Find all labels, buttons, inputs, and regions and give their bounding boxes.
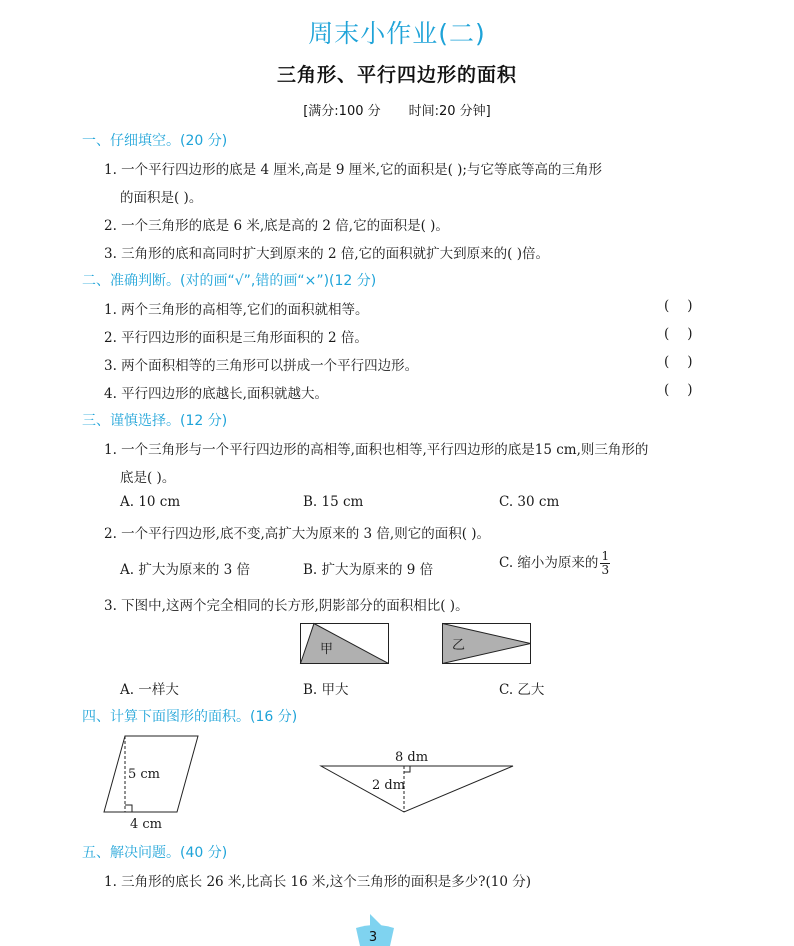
- right-angle-mark: [125, 805, 132, 812]
- section-1-heading: 一、仔细填空。(20 分): [82, 133, 228, 149]
- s2-item-4: 4. 平行四边形的底越长,面积就越大。: [104, 386, 328, 402]
- section-3-heading: 三、谨慎选择。(12 分): [82, 413, 228, 429]
- parallelogram-base-label: 4 cm: [130, 817, 163, 832]
- s3-q3-option-a[interactable]: A. 一样大: [120, 682, 179, 698]
- s3-q3-option-c[interactable]: C. 乙大: [499, 682, 545, 698]
- worksheet-title: 周末小作业(二): [308, 19, 486, 48]
- page-number: 3: [368, 930, 378, 945]
- full-score: [满分:100 分: [303, 104, 381, 119]
- s1-q2: 2. 一个三角形的底是 6 米,底是高的 2 倍,它的面积是( )。: [104, 218, 449, 234]
- label-jia: 甲: [320, 642, 334, 657]
- s2-item-3: 3. 两个面积相等的三角形可以拼成一个平行四边形。: [104, 358, 419, 374]
- s2-answer-paren-4[interactable]: (): [664, 382, 711, 398]
- rectangle-figure-jia: [300, 623, 390, 665]
- triangle-figure: [318, 748, 518, 818]
- s2-answer-paren-2[interactable]: (): [664, 326, 711, 342]
- score-time-info: [0, 100, 794, 119]
- s2-item-1: 1. 两个三角形的高相等,它们的面积就相等。: [104, 302, 369, 318]
- s3-q1-line2: 底是( )。: [120, 470, 176, 486]
- section-4-heading: 四、计算下面图形的面积。(16 分): [82, 709, 298, 725]
- s1-q1-line2: 的面积是( )。: [120, 190, 203, 206]
- sail-shape: [370, 914, 382, 926]
- s5-q1: 1. 三角形的底长 26 米,比高长 16 米,这个三角形的面积是多少?(10 分): [104, 874, 532, 890]
- s1-q1-line1: 1. 一个平行四边形的底是 4 厘米,高是 9 厘米,它的面积是( );与它等底等高的三角形: [104, 162, 602, 178]
- triangle-outline: [321, 766, 513, 812]
- triangle-base-label: 8 dm: [395, 750, 429, 765]
- fraction-numerator: 1: [601, 549, 610, 563]
- parallelogram-figure: [100, 734, 210, 834]
- s3-q2-option-c[interactable]: [499, 550, 610, 577]
- s3-q1-line1: 1. 一个三角形与一个平行四边形的高相等,面积也相等,平行四边形的底是15 cm,则三角形的: [104, 442, 649, 458]
- s1-q3: 3. 三角形的底和高同时扩大到原来的 2 倍,它的面积就扩大到原来的( )倍。: [104, 246, 549, 262]
- s3-q2-option-a[interactable]: A. 扩大为原来的 3 倍: [120, 562, 251, 578]
- triangle-height-label: 2 dm: [372, 778, 406, 793]
- s2-item-2: 2. 平行四边形的面积是三角形面积的 2 倍。: [104, 330, 368, 346]
- s3-q2-option-b[interactable]: B. 扩大为原来的 9 倍: [303, 562, 434, 578]
- s3-q2-option-c-text: C. 缩小为原来的: [499, 555, 599, 571]
- label-yi: 乙: [452, 638, 466, 653]
- fraction-one-third: [600, 550, 610, 577]
- s3-q2: 2. 一个平行四边形,底不变,高扩大为原来的 3 倍,则它的面积( )。: [104, 526, 491, 542]
- triangle-right-angle-mark: [404, 766, 410, 772]
- fraction-denominator: 3: [601, 563, 610, 577]
- section-2-heading: 二、准确判断。(对的画“√”,错的画“×”)(12 分): [82, 273, 377, 289]
- s3-q3: 3. 下图中,这两个完全相同的长方形,阴影部分的面积相比( )。: [104, 598, 469, 614]
- s3-q1-option-a[interactable]: A. 10 cm: [120, 494, 181, 510]
- s3-q3-option-b[interactable]: B. 甲大: [303, 682, 349, 698]
- s3-q1-option-b[interactable]: B. 15 cm: [303, 494, 364, 510]
- time-limit: 时间:20 分钟]: [408, 104, 491, 119]
- s2-answer-paren-3[interactable]: (): [664, 354, 711, 370]
- parallelogram-height-label: 5 cm: [128, 767, 161, 782]
- section-5-heading: 五、解决问题。(40 分): [82, 845, 228, 861]
- s3-q1-option-c[interactable]: C. 30 cm: [499, 494, 560, 510]
- s2-answer-paren-1[interactable]: (): [664, 298, 711, 314]
- worksheet-subtitle: 三角形、平行四边形的面积: [276, 64, 517, 86]
- rectangle-figure-yi: [442, 623, 532, 665]
